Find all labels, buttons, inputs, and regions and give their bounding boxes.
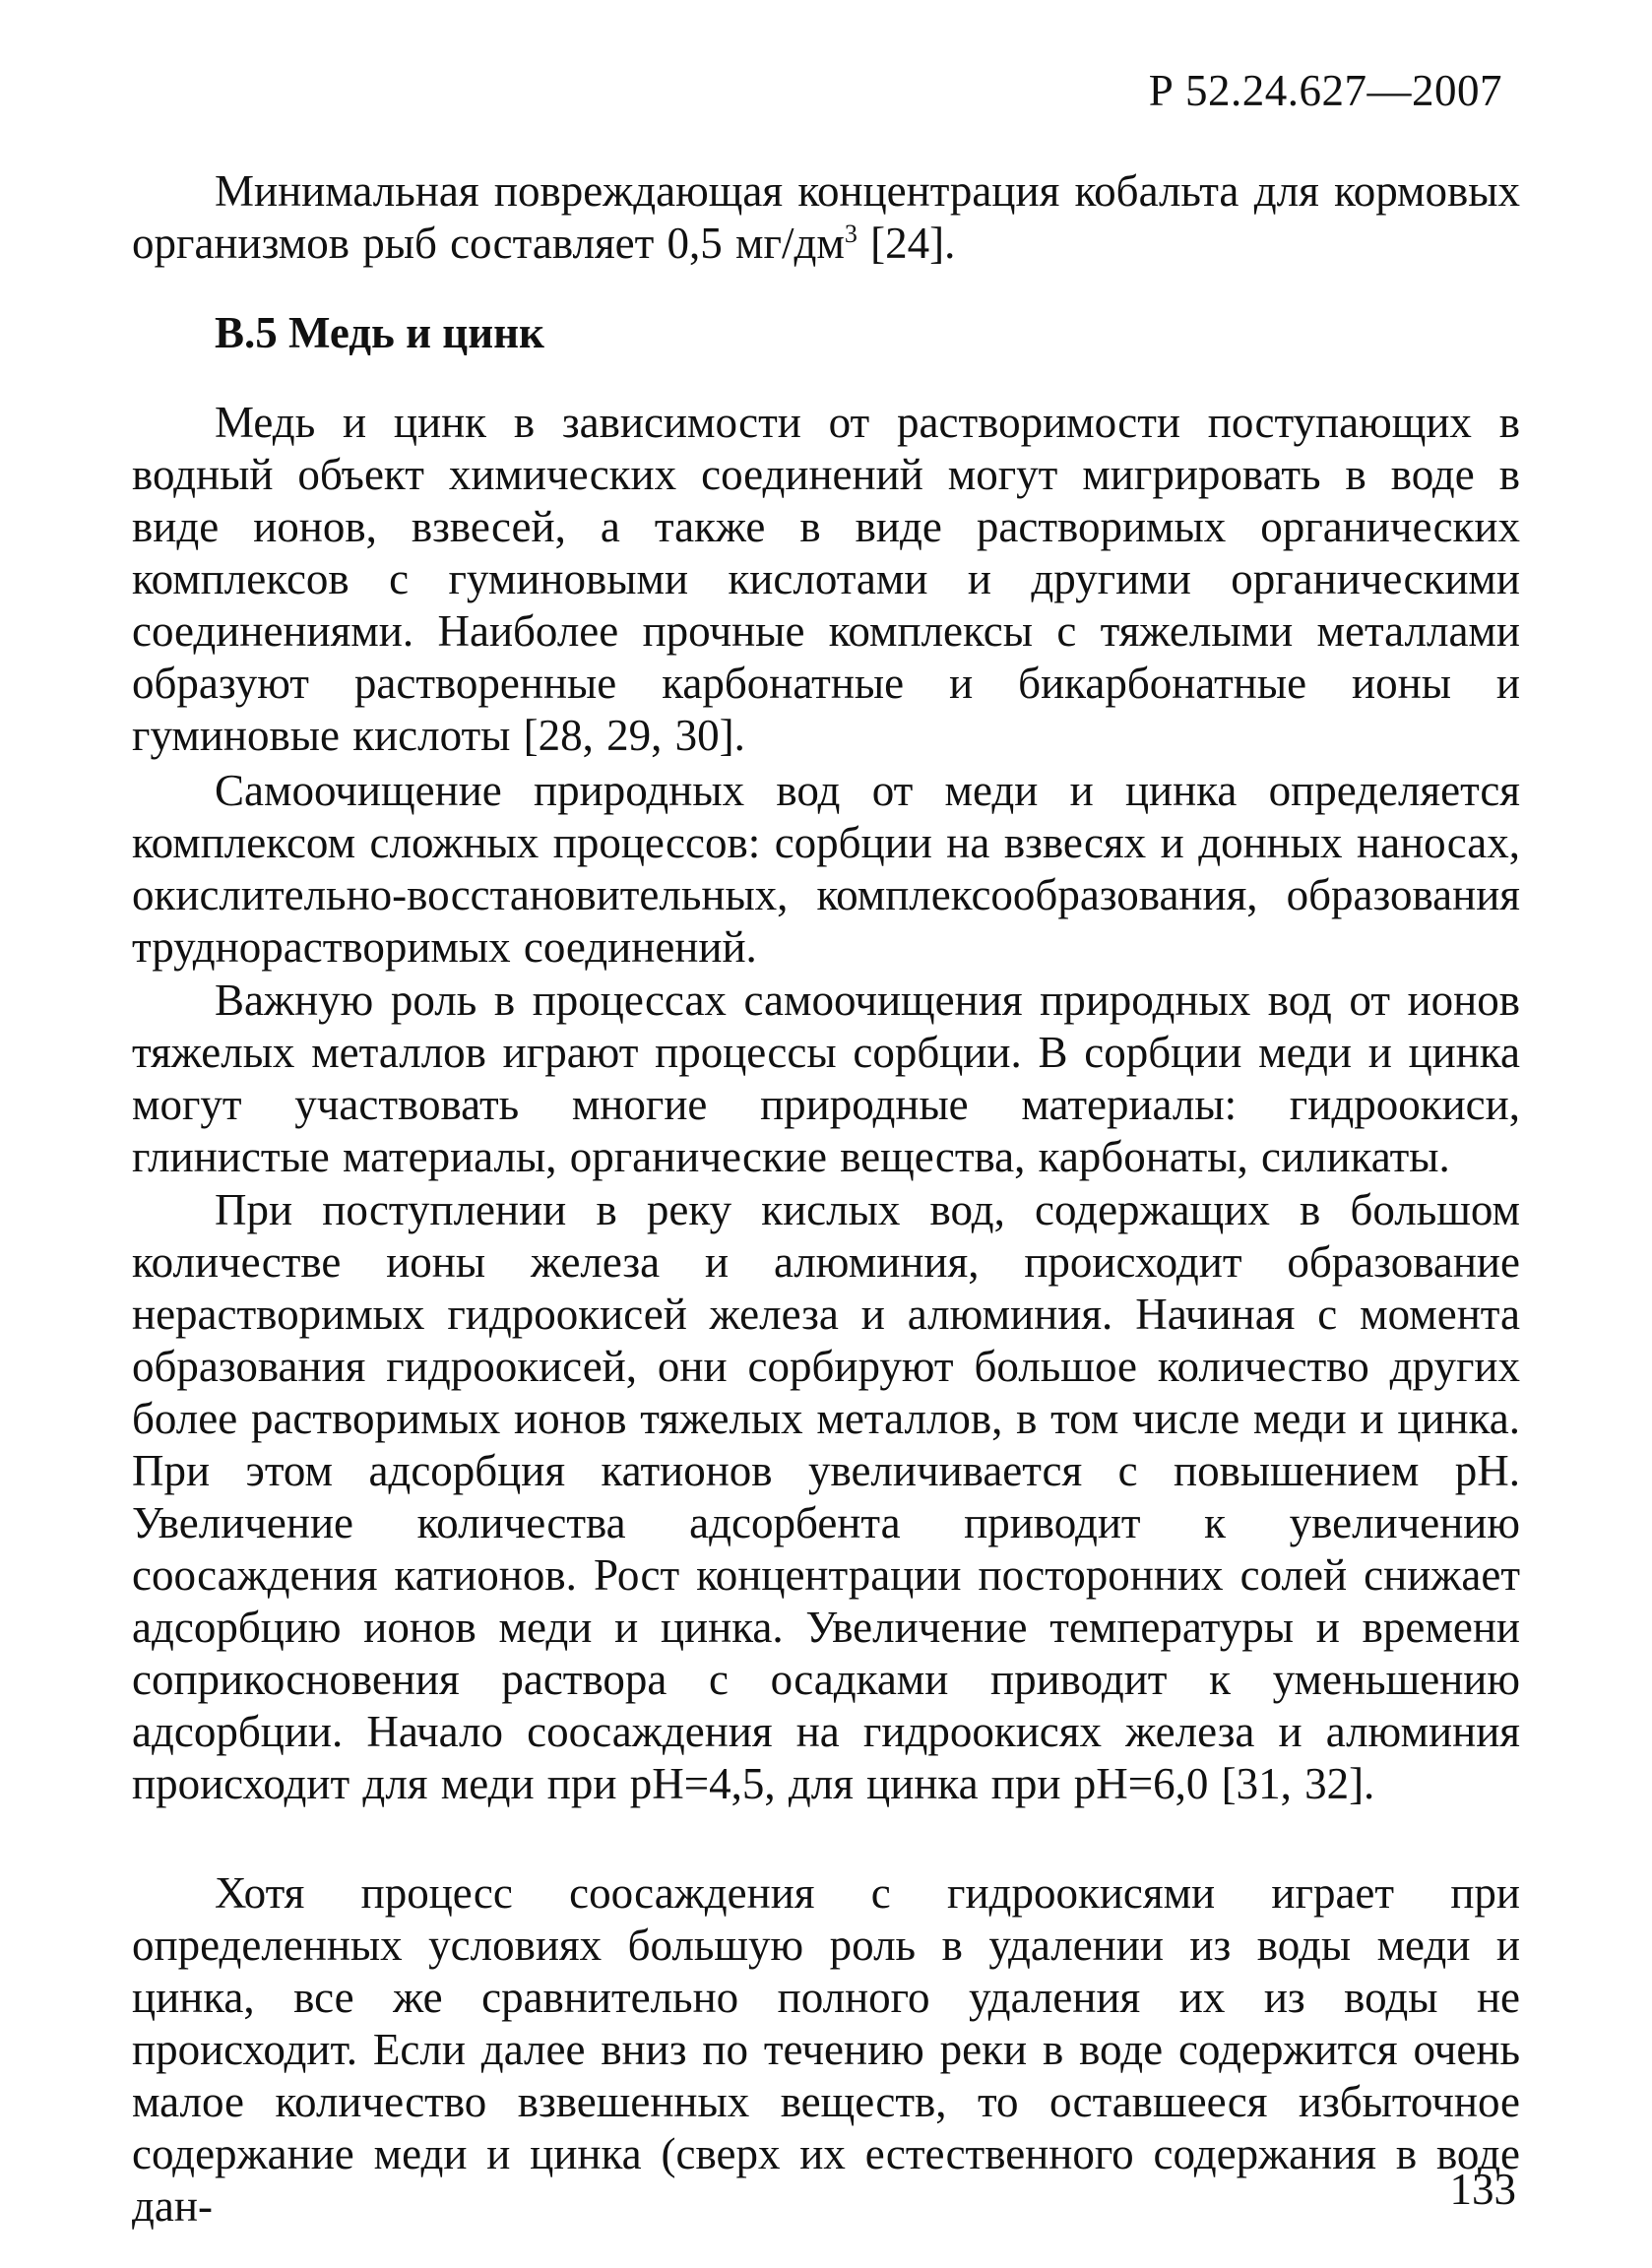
intro-paragraph bbox=[132, 165, 1520, 270]
page-number: 133 bbox=[1449, 2165, 1516, 2214]
section-heading: В.5 Медь и цинк bbox=[215, 308, 544, 357]
paragraph: Медь и цинк в зависимости от растворимости поступающих в водный объект химических соединений могут мигрировать в воде в виде ионов, взвесей, а также в виде растворимых органических комплексов с гуминовыми кислотами и другими органическими соединениями. Наиболее прочные комплексы с тяжелыми металлами образуют растворенные карбонатные и бикарбонатные ионы и гуминовые кислоты [28, 29, 30]. bbox=[132, 398, 1520, 760]
paragraph-4-block bbox=[132, 1184, 1520, 1810]
paragraph-5-block bbox=[132, 1867, 1520, 2233]
intro-block bbox=[132, 165, 1520, 270]
intro-text: Минимальная повреждающая концентрация кобальта для кормовых организмов рыб составляет 0,5 мг/дм bbox=[132, 166, 1520, 268]
document-code-header: Р 52.24.627—2007 bbox=[1148, 66, 1502, 115]
paragraph: Хотя процесс соосаждения с гидроокисями играет при определенных условиях большую роль в удалении из воды меди и цинка, все же сравнительно полного удаления их из воды не происходит. Если далее вниз по течению реки в воде содержится очень малое количество взвешенных веществ, то оставшееся избыточное содержание меди и цинка (сверх их естественного содержания в воде дан- bbox=[132, 1868, 1520, 2231]
intro-reference: [24]. bbox=[857, 219, 956, 268]
paragraph-1-block bbox=[132, 397, 1520, 762]
section-heading-block bbox=[132, 307, 1520, 359]
intro-superscript: 3 bbox=[844, 220, 858, 248]
paragraph-3-block bbox=[132, 975, 1520, 1183]
paragraph: Самоочищение природных вод от меди и цинка определяется комплексом сложных процессов: сорбции на взвесях и донных наносах, окислительно-восстановительных, комплексообразования, образования труднорастворимых соединений. bbox=[132, 766, 1520, 972]
paragraph: Важную роль в процессах самоочищения природных вод от ионов тяжелых металлов играют процессы сорбции. В сорбции меди и цинка могут участвовать многие природные материалы: гидроокиси, глинистые материалы, органические вещества, карбонаты, силикаты. bbox=[132, 976, 1520, 1181]
paragraph-2-block bbox=[132, 765, 1520, 974]
paragraph: При поступлении в реку кислых вод, содержащих в большом количестве ионы железа и алюминия, происходит образование нерастворимых гидроокисей железа и алюминия. Начиная с момента образования гидроокисей, они сорбируют большое количество других более растворимых ионов тяжелых металлов, в том числе меди и цинка. При этом адсорбция катионов увеличивается с повышением pH. Увеличение количества адсорбента приводит к увеличению соосаждения катионов. Рост концентрации посторонних солей снижает адсорбцию ионов меди и цинка. Увеличение температуры и времени соприкосновения раствора с осадками приводит к уменьшению адсорбции. Начало соосаждения на гидроокисях железа и алюминия происходит для меди при pH=4,5, для цинка при pH=6,0 [31, 32]. bbox=[132, 1185, 1520, 1808]
